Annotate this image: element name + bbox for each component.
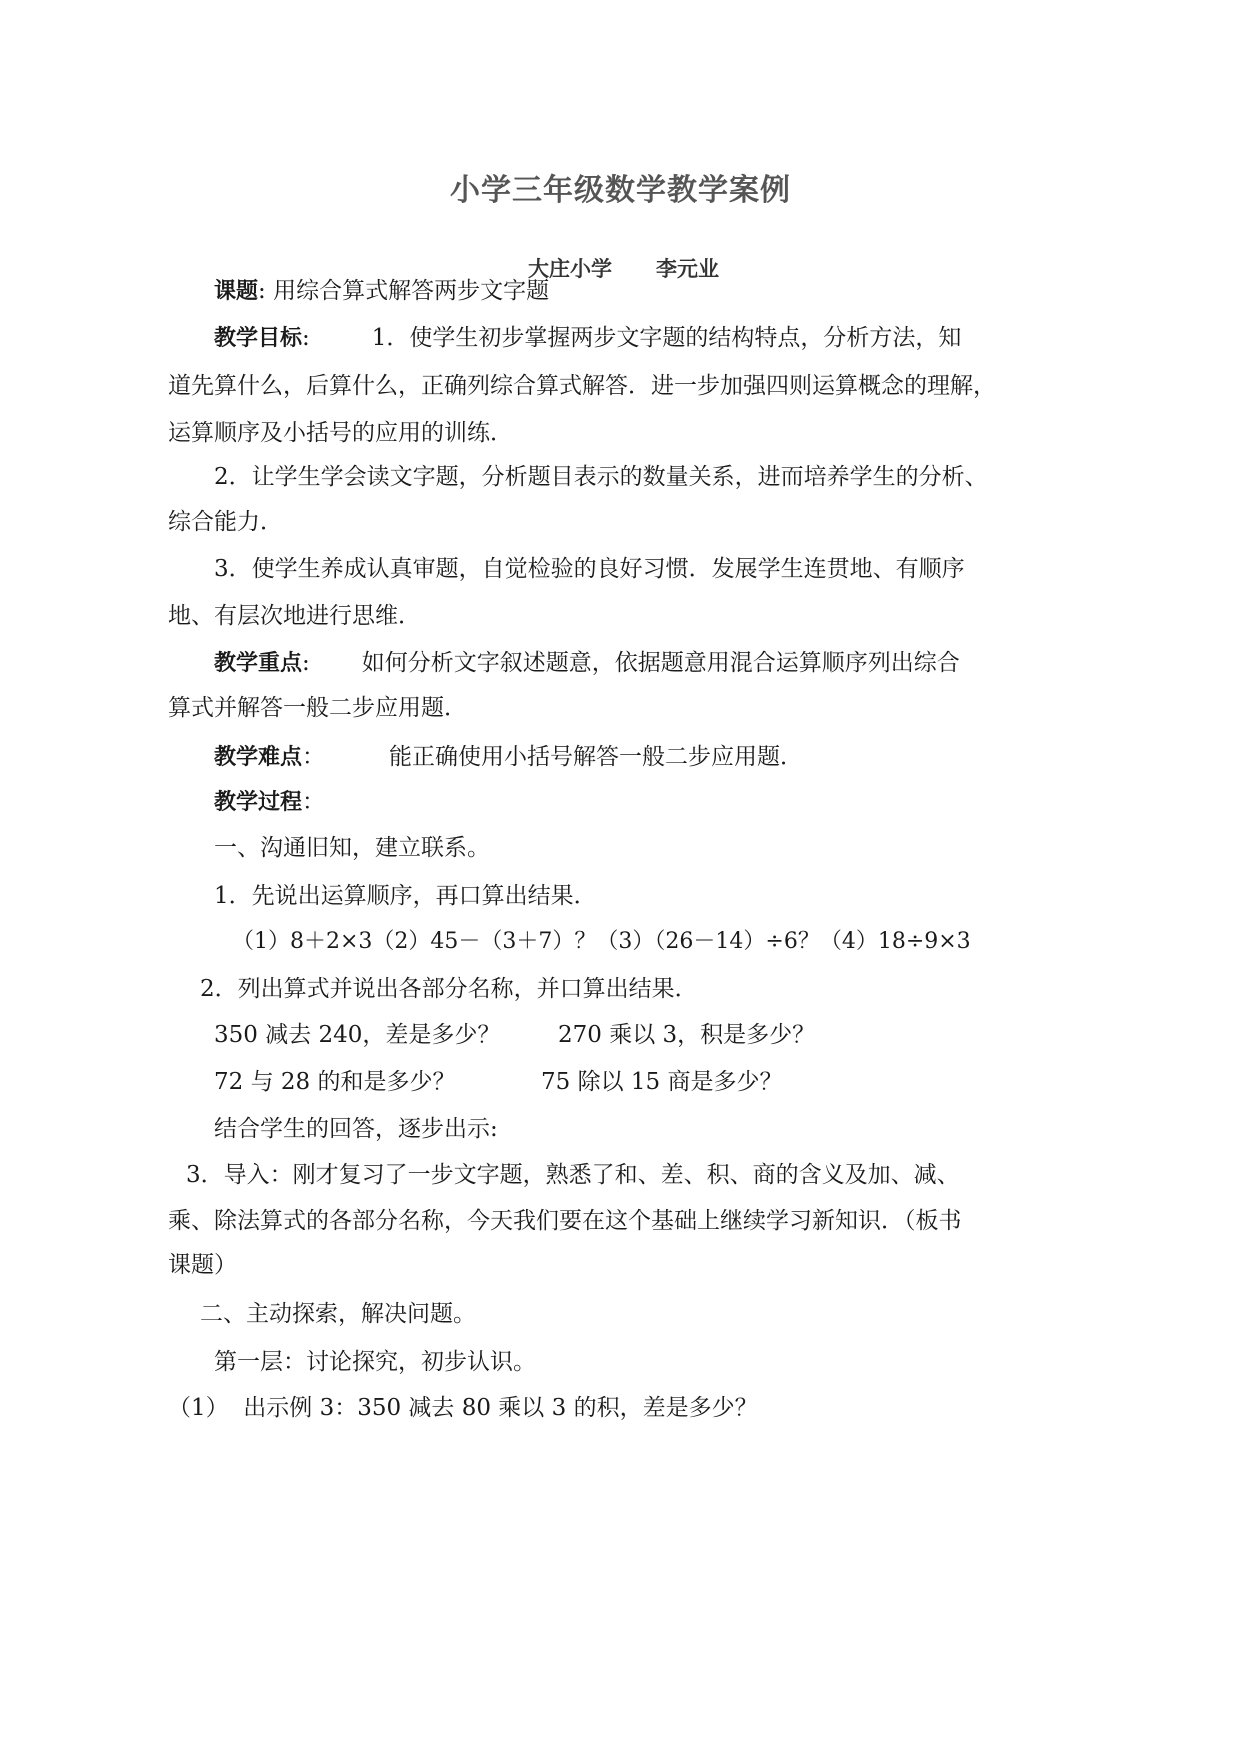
objective-2-line-2: 综合能力． (168, 509, 283, 535)
section-1-item-3-line-3: 课题） (168, 1252, 237, 1278)
section-1-item-1: 1．先说出运算顺序，再口算出结果． (214, 883, 597, 909)
topic-text: 用综合算式解答两步文字题 (273, 278, 550, 304)
author-name: 李元业 (656, 257, 719, 281)
difficult-points-line (214, 742, 803, 773)
key-points-label: 教学重点 (214, 651, 303, 676)
example-text: 出示例 3：350 减去 80 乘以 3 的积，差是多少？ (243, 1395, 758, 1421)
objective-3-line-1: 3．使学生养成认真审题，自觉检验的良好习惯．发展学生连贯地、有顺序 (214, 556, 965, 582)
section-1-heading: 一、沟通旧知，建立联系。 (214, 835, 490, 861)
question-1: 350 减去 240，差是多少？ (214, 1022, 501, 1048)
objective-1-line-3: 运算顺序及小括号的应用的训练． (168, 420, 513, 446)
process-label: 教学过程 (214, 790, 303, 815)
process-colon: ： (302, 789, 326, 815)
objective-1-line-2: 道先算什么，后算什么，正确列综合算式解答．进一步加强四则运算概念的理解， (168, 373, 996, 399)
question-2: 270 乘以 3，积是多少？ (558, 1022, 816, 1048)
example-line (168, 1393, 758, 1423)
key-points-colon: : (302, 650, 310, 676)
question-4: 75 除以 15 商是多少？ (541, 1069, 783, 1095)
school-name: 大庄小学 (528, 257, 612, 281)
topic-colon: : (258, 278, 266, 304)
objective-1-line-1: 1．使学生初步掌握两步文字题的结构特点，分析方法，知 (371, 325, 962, 351)
process-line (214, 787, 325, 818)
objectives-colon: : (302, 325, 310, 351)
example-number: （1） (168, 1395, 229, 1421)
objectives-label: 教学目标 (214, 326, 303, 351)
byline (528, 253, 719, 283)
key-points-text: 如何分析文字叙述题意，依据题意用混合运算顺序列出综合 (361, 650, 960, 676)
key-points-line-2: 算式并解答一般二步应用题． (168, 695, 467, 721)
section-2-heading: 二、主动探索，解决问题。 (200, 1301, 476, 1327)
topic-line (214, 276, 549, 307)
section-2-layer-1: 第一层：讨论探究，初步认识。 (214, 1349, 536, 1375)
question-3: 72 与 28 的和是多少？ (214, 1069, 456, 1095)
key-points-line-1 (214, 648, 960, 679)
section-1-item-3-line-1: 3．导入：刚才复习了一步文字题，熟悉了和、差、积、商的含义及加、减、 (186, 1162, 960, 1188)
section-1-summary: 结合学生的回答，逐步出示: (214, 1116, 498, 1142)
objective-3-line-2: 地、有层次地进行思维． (168, 603, 421, 629)
objective-2-line-1: 2．让学生学会读文字题，分析题目表示的数量关系，进而培养学生的分析、 (214, 464, 988, 490)
objectives-line-1 (214, 323, 961, 354)
difficult-points-text: 能正确使用小括号解答一般二步应用题． (389, 744, 804, 770)
difficult-points-label: 教学难点 (214, 745, 303, 770)
section-1-item-2: 2．列出算式并说出各部分名称，并口算出结果． (200, 976, 698, 1002)
question-row-1 (214, 1020, 500, 1050)
difficult-points-colon: ： (302, 744, 326, 770)
document-title: 小学三年级数学教学案例 (450, 173, 791, 208)
topic-label: 课题 (214, 279, 259, 304)
section-1-item-3-line-2: 乘、除法算式的各部分名称，今天我们要在这个基础上继续学习新知识．（板书 (168, 1208, 962, 1234)
section-1-exercises: （1）8＋2×3（2）45－（3＋7）？（3）（26－14）÷6？（4）18÷9×3 (232, 929, 971, 954)
